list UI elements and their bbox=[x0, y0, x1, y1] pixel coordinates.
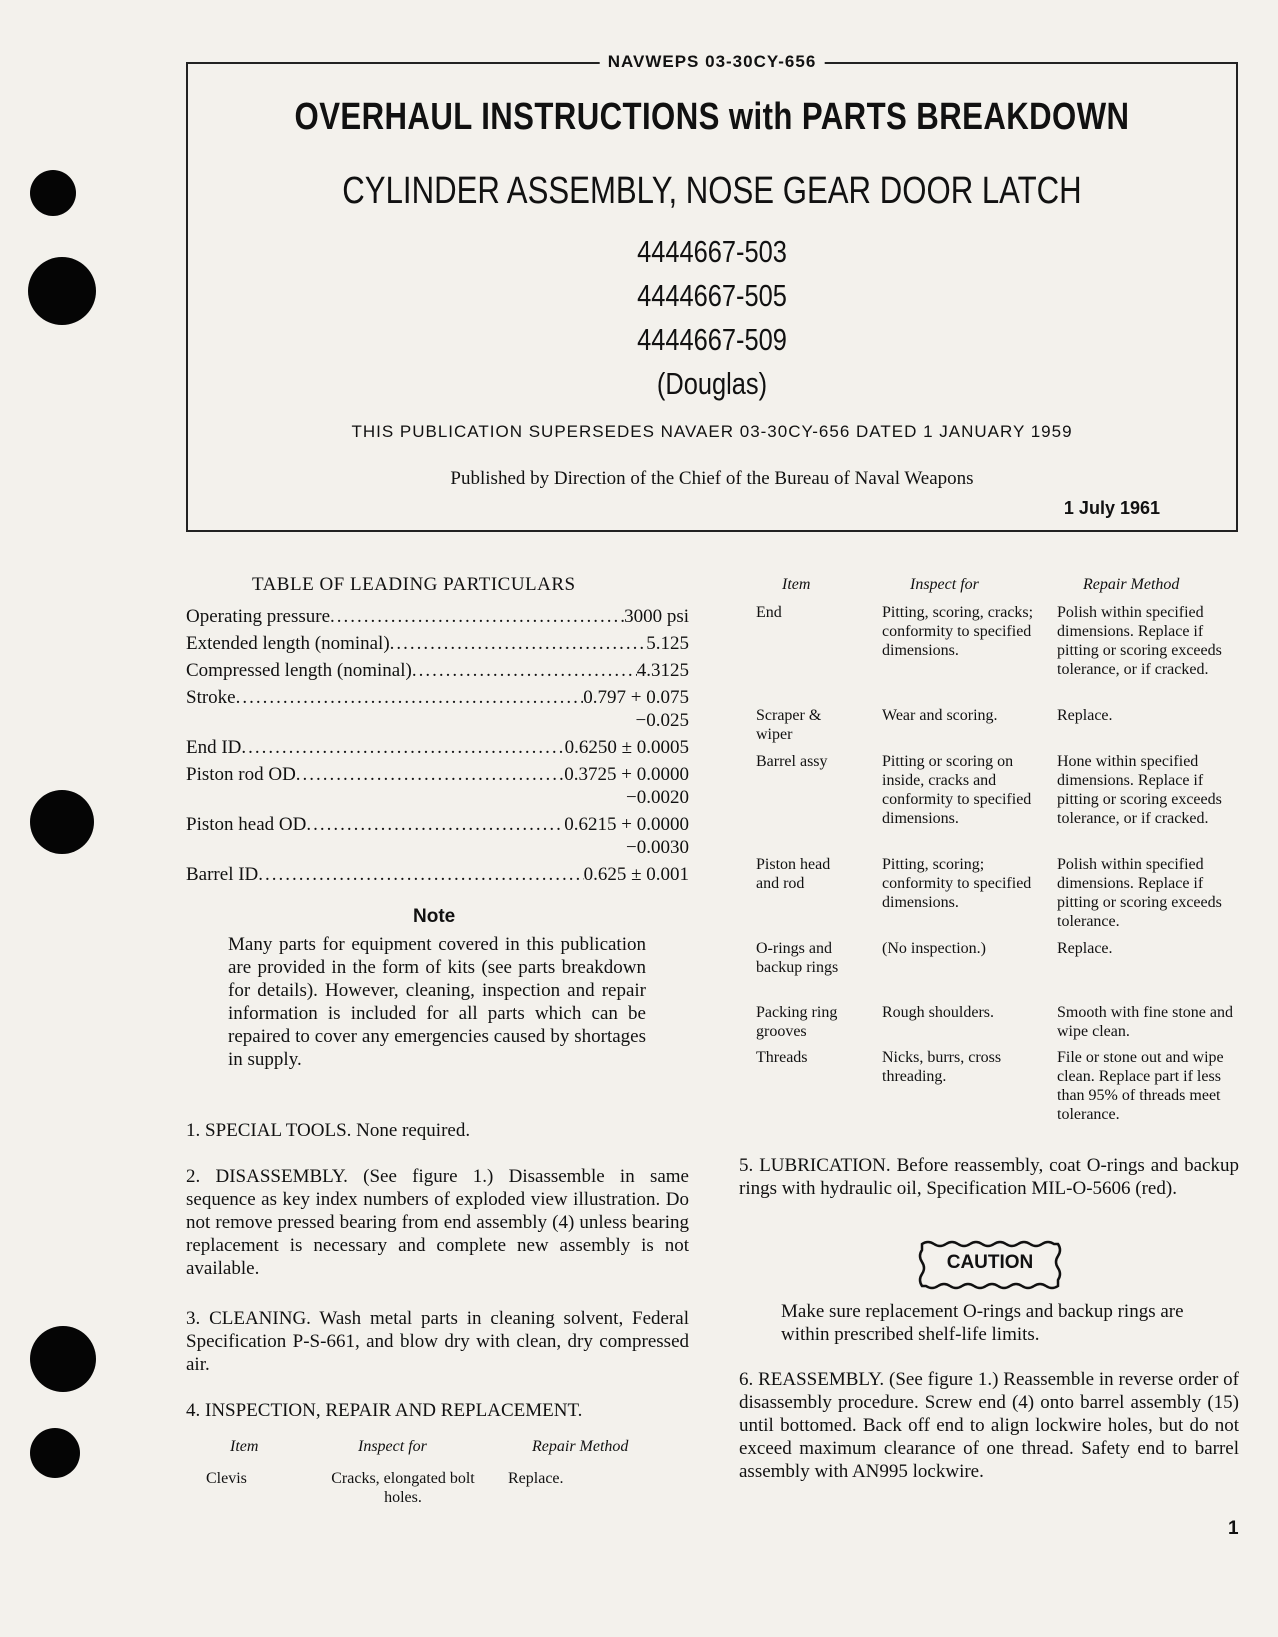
section-reassembly: 6. REASSEMBLY. (See figure 1.) Reassemble in reverse order of disassembly procedure. Screw end (4) onto barrel assembly (15) until bottomed. Back off end to align lockwire holes, but do not exceed maximum clearance of one thread. Safety end to barrel assembly with AN995 lockwire. bbox=[739, 1369, 1239, 1482]
particular-value: 0.3725 + 0.0000 bbox=[564, 764, 689, 785]
particular-value: 5.125 bbox=[646, 633, 689, 654]
particular-value: 4.3125 bbox=[636, 660, 689, 681]
title-block bbox=[186, 52, 1238, 532]
col-header-inspect: Inspect for bbox=[910, 576, 979, 593]
table-cell-item: Packing ring grooves bbox=[756, 1004, 838, 1040]
col-header-repair: Repair Method bbox=[532, 1438, 629, 1455]
note-text: Many parts for equipment covered in this publication are provided in the form of kits (see parts breakdown for details). However, cleaning, inspection and repair information is included for all parts which can be repaired to cover any emergencies caused by shortages in supply. bbox=[228, 934, 646, 1070]
table-cell-repair: Polish within specified dimensions. Replace if pitting or scoring exceeds tolerance. bbox=[1057, 856, 1222, 930]
particular-tolerance: −0.025 bbox=[635, 710, 689, 731]
table-cell-inspect: Pitting, scoring; conformity to specified dimensions. bbox=[882, 856, 1032, 911]
table-cell-repair: Polish within specified dimensions. Replace if pitting or scoring exceeds tolerance, or if cracked. bbox=[1057, 604, 1222, 678]
part-number: 4444667-503 bbox=[637, 234, 787, 269]
particular-row bbox=[186, 687, 689, 709]
subtitle: CYLINDER ASSEMBLY, NOSE GEAR DOOR LATCH bbox=[342, 170, 1082, 212]
particular-row bbox=[186, 660, 689, 682]
particular-value: 0.797 + 0.075 bbox=[583, 687, 689, 708]
particular-value: 0.6215 + 0.0000 bbox=[564, 814, 689, 835]
col-header-inspect: Inspect for bbox=[358, 1438, 427, 1455]
table-cell-repair: Hone within specified dimensions. Replace if pitting or scoring exceeds tolerance, or if cracked. bbox=[1057, 753, 1222, 827]
punch-hole bbox=[28, 257, 96, 325]
table-cell-inspect: Rough shoulders. bbox=[882, 1004, 994, 1021]
punch-hole bbox=[30, 1326, 96, 1392]
table-cell-inspect: Cracks, elongated bolt holes. bbox=[331, 1470, 475, 1506]
table-cell-repair: Replace. bbox=[1057, 707, 1113, 724]
table-cell-inspect: Pitting or scoring on inside, cracks and conformity to specified dimensions. bbox=[882, 753, 1032, 827]
table-cell-item: Barrel assy bbox=[756, 753, 828, 770]
particular-value: 0.625 ± 0.001 bbox=[583, 864, 689, 885]
particular-label: Piston rod OD bbox=[186, 764, 296, 785]
particular-label: Extended length (nominal) bbox=[186, 633, 390, 654]
table-cell-item: O-rings and backup rings bbox=[756, 940, 839, 976]
manufacturer: (Douglas) bbox=[656, 366, 768, 401]
particular-tolerance: −0.0020 bbox=[626, 787, 689, 808]
table-cell-repair: Smooth with fine stone and wipe clean. bbox=[1057, 1004, 1233, 1040]
particular-row bbox=[186, 606, 689, 628]
section-inspection: 4. INSPECTION, REPAIR AND REPLACEMENT. bbox=[186, 1400, 583, 1421]
section-cleaning: 3. CLEANING. Wash metal parts in cleaning solvent, Federal Specification P-S-661, and blow dry with clean, dry compressed air. bbox=[186, 1308, 689, 1375]
particular-label: Stroke bbox=[186, 687, 236, 708]
caution-text: Make sure replacement O-rings and backup rings are within prescribed shelf-life limits. bbox=[781, 1301, 1184, 1345]
table-cell-inspect: Pitting, scoring, cracks; conformity to specified dimensions. bbox=[882, 604, 1034, 659]
particular-label: Piston head OD bbox=[186, 814, 307, 835]
punch-hole bbox=[30, 1428, 80, 1478]
section-lubrication: 5. LUBRICATION. Before reassembly, coat O-rings and backup rings with hydraulic oil, Specification MIL-O-5606 (red). bbox=[739, 1155, 1239, 1199]
particular-label: Barrel ID bbox=[186, 864, 259, 885]
particular-label: Operating pressure bbox=[186, 606, 331, 627]
part-number: 4444667-509 bbox=[637, 322, 787, 357]
document-number: NAVWEPS 03-30CY-656 bbox=[600, 52, 825, 72]
table-cell-item: Threads bbox=[756, 1049, 808, 1066]
part-number: 4444667-505 bbox=[637, 278, 787, 313]
main-title: OVERHAUL INSTRUCTIONS with PARTS BREAKDOWN bbox=[294, 96, 1130, 138]
col-header-repair: Repair Method bbox=[1083, 576, 1180, 593]
particular-label: Compressed length (nominal) bbox=[186, 660, 412, 681]
publication-date: 1 July 1961 bbox=[1063, 498, 1160, 518]
leading-particulars-title: TABLE OF LEADING PARTICULARS bbox=[252, 574, 576, 595]
particular-row bbox=[186, 814, 689, 836]
table-cell-item: Clevis bbox=[206, 1470, 247, 1487]
caution-badge bbox=[918, 1240, 1062, 1290]
section-special-tools: 1. SPECIAL TOOLS. None required. bbox=[186, 1120, 471, 1141]
col-header-item: Item bbox=[230, 1438, 259, 1455]
note-heading: Note bbox=[413, 906, 456, 927]
particular-value: 3000 psi bbox=[624, 606, 689, 627]
table-cell-inspect: (No inspection.) bbox=[882, 940, 986, 957]
particular-row bbox=[186, 633, 689, 655]
supersedes-notice: THIS PUBLICATION SUPERSEDES NAVAER 03-30CY-656 DATED 1 JANUARY 1959 bbox=[351, 422, 1073, 441]
particular-row bbox=[186, 764, 689, 786]
page-number: 1 bbox=[1228, 1518, 1239, 1539]
table-cell-item: Piston head and rod bbox=[756, 856, 831, 892]
table-cell-repair: Replace. bbox=[508, 1470, 564, 1487]
table-cell-item: End bbox=[756, 604, 782, 621]
section-disassembly: 2. DISASSEMBLY. (See figure 1.) Disassemble in same sequence as key index numbers of exploded view illustration. Do not remove pressed bearing from end assembly (4) unless bearing replacement is necessary and complete new assembly is not available. bbox=[186, 1166, 689, 1279]
col-header-item: Item bbox=[782, 576, 811, 593]
particular-value: 0.6250 ± 0.0005 bbox=[564, 737, 689, 758]
caution-label: CAUTION bbox=[946, 1252, 1034, 1273]
particular-label: End ID bbox=[186, 737, 242, 758]
punch-hole bbox=[30, 790, 94, 854]
table-cell-inspect: Wear and scoring. bbox=[882, 707, 998, 724]
table-cell-item: Scraper & wiper bbox=[756, 707, 822, 743]
particular-row bbox=[186, 737, 689, 759]
particular-tolerance: −0.0030 bbox=[626, 837, 689, 858]
particular-row bbox=[186, 864, 689, 886]
table-cell-inspect: Nicks, burrs, cross threading. bbox=[882, 1049, 1002, 1085]
published-by: Published by Direction of the Chief of the Bureau of Naval Weapons bbox=[450, 468, 974, 489]
table-cell-repair: Replace. bbox=[1057, 940, 1113, 957]
table-cell-repair: File or stone out and wipe clean. Replace part if less than 95% of threads meet tolerance. bbox=[1057, 1049, 1224, 1123]
punch-hole bbox=[30, 170, 76, 216]
